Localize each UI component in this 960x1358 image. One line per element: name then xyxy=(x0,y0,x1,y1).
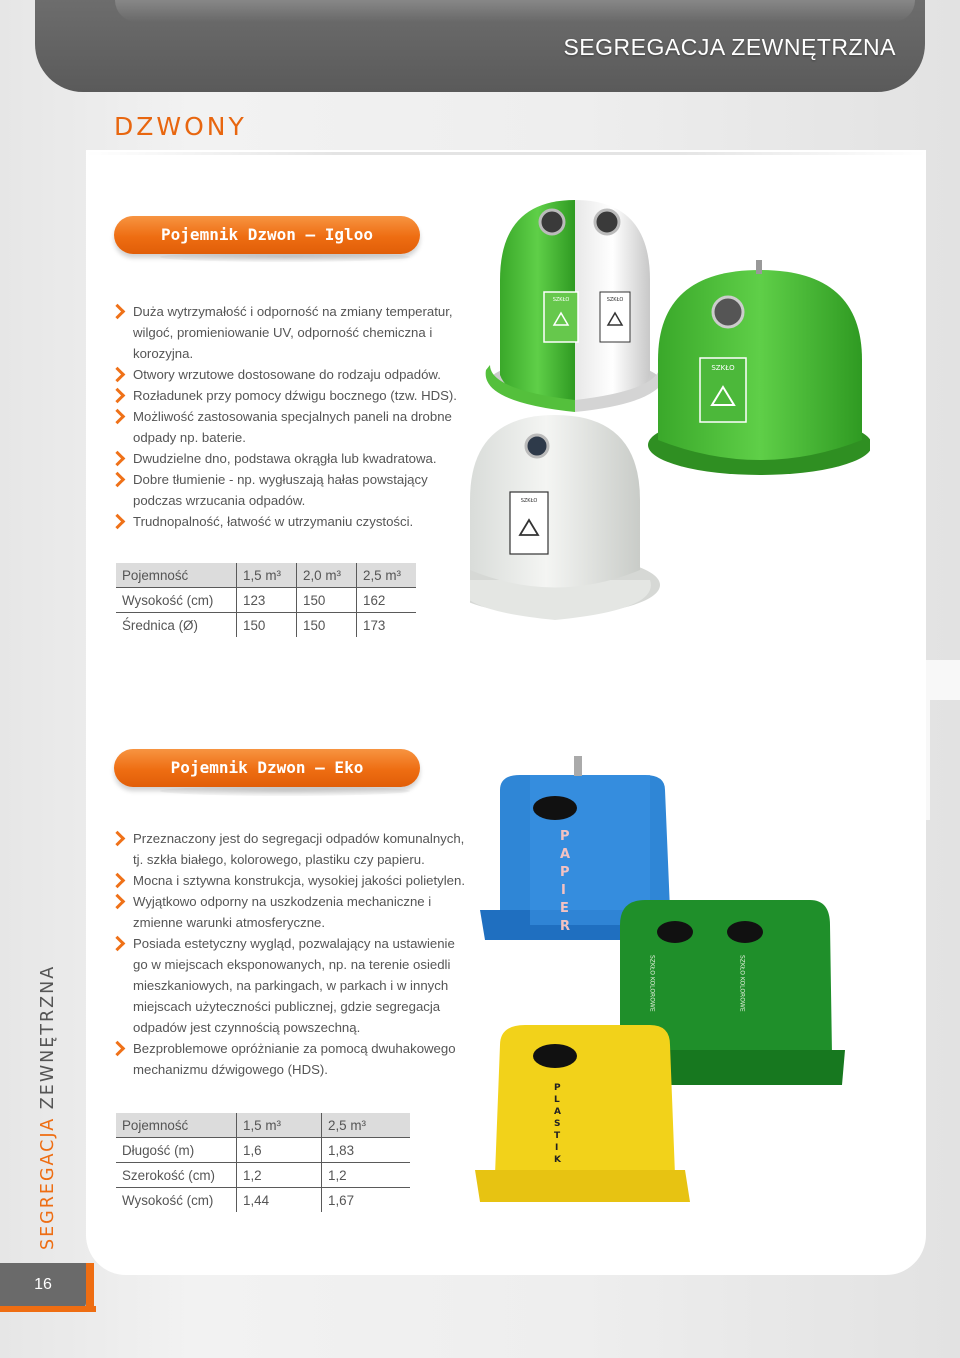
igloo-containers-image xyxy=(470,190,870,630)
igloo-feature-list xyxy=(112,301,462,532)
chevron-right-icon xyxy=(110,1041,126,1057)
side-label-part1: SEGREGACJA xyxy=(38,1116,58,1250)
list-item: Bezproblemowe opróżnianie za pomocą dwuhakowego mechanizmu dźwigowego (HDS). xyxy=(112,1038,467,1080)
table-cell: Szerokość (cm) xyxy=(116,1163,237,1188)
svg-text:T: T xyxy=(554,1131,561,1141)
table-cell: 150 xyxy=(237,613,297,638)
svg-text:SZKŁO: SZKŁO xyxy=(520,498,538,504)
list-item: Wyjątkowo odporny na uszkodzenia mechaniczne i zmienne warunki atmosferyczne. xyxy=(112,891,467,933)
list-item: Możliwość zastosowania specjalnych paneli na drobne odpady np. baterie. xyxy=(112,406,462,448)
table-row xyxy=(116,613,416,638)
list-item: Otwory wrzutowe dostosowane do rodzaju odpadów. xyxy=(112,364,462,385)
svg-text:K: K xyxy=(554,1155,561,1165)
list-item: Posiada estetyczny wygląd, pozwalający na ustawienie go w miejscach eksponowanych, np. na terenie osiedli mieszkaniowych, na parkingach, w parkach i w innych miejscach użyteczności publicznej, gdzie segregacja odpadów jest czynnością powszechną. xyxy=(112,933,467,1038)
page-number-accent xyxy=(0,1306,96,1312)
chevron-right-icon xyxy=(110,472,126,488)
table-cell: 162 xyxy=(357,588,417,613)
table-row xyxy=(116,1138,410,1163)
list-item: Dobre tłumienie - np. wygłuszają hałas powstający podczas wrzucania odpadów. xyxy=(112,469,462,511)
page-number: 16 xyxy=(34,1276,52,1293)
table-cell: 1,83 xyxy=(322,1138,411,1163)
side-section-label xyxy=(38,965,58,1250)
table-cell: 2,5 m³ xyxy=(357,563,417,588)
eko-yellow-container xyxy=(475,1025,690,1202)
table-row xyxy=(116,1188,410,1213)
section-title: SEGREGACJA ZEWNĘTRZNA xyxy=(563,34,896,60)
svg-text:S: S xyxy=(554,1119,561,1129)
svg-text:SZKŁO KOLOROWE: SZKŁO KOLOROWE xyxy=(738,955,746,1012)
table-cell: Pojemność xyxy=(116,1113,237,1138)
svg-text:A: A xyxy=(560,847,571,862)
list-item: Mocna i sztywna konstrukcja, wysokiej jakości polietylen. xyxy=(112,870,467,891)
svg-text:SZKŁO: SZKŁO xyxy=(711,364,735,372)
table-cell: 1,2 xyxy=(237,1163,322,1188)
svg-text:SZKŁO: SZKŁO xyxy=(606,297,624,303)
chevron-right-icon xyxy=(110,388,126,404)
svg-text:SZKŁO KOLOROWE: SZKŁO KOLOROWE xyxy=(648,955,656,1012)
list-item: Trudnopalność, łatwość w utrzymaniu czystości. xyxy=(112,511,462,532)
table-cell: Wysokość (cm) xyxy=(116,1188,237,1213)
svg-text:P: P xyxy=(560,865,570,880)
table-row xyxy=(116,588,416,613)
svg-text:E: E xyxy=(560,901,569,916)
igloo-label: Pojemnik Dzwon – Igloo xyxy=(114,216,420,254)
table-cell: 173 xyxy=(357,613,417,638)
svg-text:SZKŁO: SZKŁO xyxy=(552,297,570,303)
side-label-part2: ZEWNĘTRZNA xyxy=(38,964,58,1110)
table-cell: Długość (m) xyxy=(116,1138,237,1163)
list-item: Rozładunek przy pomocy dźwigu bocznego (tzw. HDS). xyxy=(112,385,462,406)
table-cell: 1,5 m³ xyxy=(237,1113,322,1138)
chevron-right-icon xyxy=(110,894,126,910)
table-cell: 2,5 m³ xyxy=(322,1113,411,1138)
table-cell: 1,6 xyxy=(237,1138,322,1163)
table-row xyxy=(116,1163,410,1188)
igloo-green-silver xyxy=(486,200,665,412)
title-divider xyxy=(86,152,926,155)
chevron-right-icon xyxy=(110,409,126,425)
table-row xyxy=(116,1113,410,1138)
pill-shadow xyxy=(160,786,410,796)
chevron-right-icon xyxy=(110,514,126,530)
chevron-right-icon xyxy=(110,304,126,320)
table-cell: Wysokość (cm) xyxy=(116,588,237,613)
chevron-right-icon xyxy=(110,831,126,847)
table-cell: 1,44 xyxy=(237,1188,322,1213)
table-cell: 2,0 m³ xyxy=(297,563,357,588)
list-item: Duża wytrzymałość i odporność na zmiany temperatur, wilgoć, promieniowanie UV, odporność chemiczna i korozyjna. xyxy=(112,301,462,364)
eko-feature-list xyxy=(112,828,467,1080)
table-cell: 1,2 xyxy=(322,1163,411,1188)
svg-text:A: A xyxy=(554,1107,561,1117)
header-shine xyxy=(115,0,915,22)
svg-text:R: R xyxy=(560,919,571,934)
igloo-spec-table xyxy=(116,563,416,637)
table-row xyxy=(116,563,416,588)
table-cell: 123 xyxy=(237,588,297,613)
table-cell: 1,67 xyxy=(322,1188,411,1213)
svg-text:P: P xyxy=(554,1083,561,1093)
svg-text:I: I xyxy=(555,1143,559,1153)
table-cell: 150 xyxy=(297,588,357,613)
page-title: DZWONY xyxy=(114,112,247,141)
table-cell: 1,5 m³ xyxy=(237,563,297,588)
chevron-right-icon xyxy=(110,367,126,383)
eko-label: Pojemnik Dzwon – Eko xyxy=(114,749,420,787)
list-item: Przeznaczony jest do segregacji odpadów komunalnych, tj. szkła białego, kolorowego, plastiku czy papieru. xyxy=(112,828,467,870)
page-number-accent xyxy=(86,1263,94,1312)
chevron-right-icon xyxy=(110,873,126,889)
svg-text:L: L xyxy=(554,1095,560,1105)
table-cell: Pojemność xyxy=(116,563,237,588)
table-cell: 150 xyxy=(297,613,357,638)
eko-containers-image xyxy=(470,750,855,1220)
list-item: Dwudzielne dno, podstawa okrągła lub kwadratowa. xyxy=(112,448,462,469)
svg-text:P: P xyxy=(560,829,570,844)
igloo-white xyxy=(470,415,660,620)
chevron-right-icon xyxy=(110,936,126,952)
chevron-right-icon xyxy=(110,451,126,467)
table-cell: Średnica (Ø) xyxy=(116,613,237,638)
svg-text:I: I xyxy=(561,883,566,898)
eko-spec-table xyxy=(116,1113,410,1212)
igloo-green xyxy=(648,260,870,475)
